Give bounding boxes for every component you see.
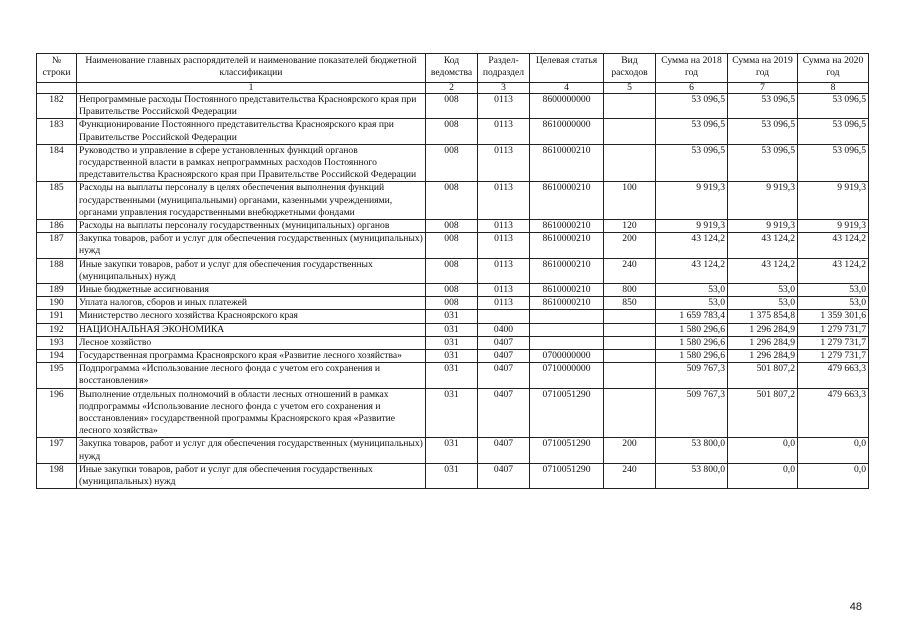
page-number: 48	[849, 601, 862, 613]
sum-2019: 53 096,5	[728, 144, 798, 182]
department-code: 031	[426, 463, 478, 488]
column-index: 3	[478, 83, 530, 94]
section-code: 0407	[478, 463, 530, 488]
row-number: 192	[37, 323, 77, 336]
target-article: 8610000000	[530, 119, 604, 144]
department-code: 008	[426, 182, 478, 220]
expense-type: 850	[604, 297, 656, 310]
section-code: 0113	[478, 297, 530, 310]
department-code: 031	[426, 323, 478, 336]
table-row	[37, 438, 869, 463]
sum-2020: 9 919,3	[798, 220, 869, 233]
row-name: Закупка товаров, работ и услуг для обеспечения государственных (муниципальных) нужд	[77, 233, 426, 258]
section-code: 0113	[478, 233, 530, 258]
sum-2020: 43 124,2	[798, 258, 869, 283]
row-name: Иные закупки товаров, работ и услуг для обеспечения государственных (муниципальных) нужд	[77, 463, 426, 488]
row-name: Расходы на выплаты персоналу в целях обеспечения выполнения функций государственными (муниципальными) органами, казенными учреждениями, органами управления государственными внебюджетными фондами	[77, 182, 426, 220]
sum-2020: 0,0	[798, 438, 869, 463]
sum-2018: 1 580 296,6	[656, 336, 728, 349]
sum-2018: 53 800,0	[656, 463, 728, 488]
table-row	[37, 119, 869, 144]
row-number: 198	[37, 463, 77, 488]
sum-2019: 1 296 284,9	[728, 323, 798, 336]
row-number: 186	[37, 220, 77, 233]
expense-type: 100	[604, 182, 656, 220]
sum-2019: 501 807,2	[728, 363, 798, 388]
target-article	[530, 310, 604, 323]
department-code: 008	[426, 119, 478, 144]
sum-2018: 53,0	[656, 297, 728, 310]
department-code: 031	[426, 388, 478, 438]
column-index-row	[37, 83, 869, 94]
table-row	[37, 284, 869, 297]
budget-table	[36, 53, 869, 489]
section-code: 0407	[478, 363, 530, 388]
target-article: 0710000000	[530, 363, 604, 388]
sum-2019: 43 124,2	[728, 233, 798, 258]
row-name: Функционирование Постоянного представительства Красноярского края при Правительстве Российской Федерации	[77, 119, 426, 144]
row-number: 195	[37, 363, 77, 388]
row-name: Закупка товаров, работ и услуг для обеспечения государственных (муниципальных) нужд	[77, 438, 426, 463]
header-expense-type: Вид расходов	[604, 54, 656, 83]
sum-2018: 53 096,5	[656, 144, 728, 182]
expense-type	[604, 94, 656, 119]
sum-2019: 1 296 284,9	[728, 336, 798, 349]
section-code: 0113	[478, 258, 530, 283]
sum-2018: 9 919,3	[656, 220, 728, 233]
table-row	[37, 94, 869, 119]
department-code: 008	[426, 233, 478, 258]
target-article: 8610000210	[530, 182, 604, 220]
sum-2020: 479 663,3	[798, 363, 869, 388]
row-name: Выполнение отдельных полномочий в области лесных отношений в рамках подпрограммы «Использование лесного фонда с учетом его сохранения и восстановления» государственной программы Красноярского края «Развитие лесного хозяйства»	[77, 388, 426, 438]
sum-2020: 53,0	[798, 297, 869, 310]
sum-2018: 53 096,5	[656, 94, 728, 119]
target-article: 8610000210	[530, 284, 604, 297]
row-name: Лесное хозяйство	[77, 336, 426, 349]
row-number: 183	[37, 119, 77, 144]
header-name: Наименование главных распорядителей и наименование показателей бюджетной классификации	[77, 54, 426, 83]
department-code: 008	[426, 144, 478, 182]
target-article: 0710051290	[530, 463, 604, 488]
row-name: Расходы на выплаты персоналу государственных (муниципальных) органов	[77, 220, 426, 233]
sum-2018: 43 124,2	[656, 233, 728, 258]
sum-2020: 1 279 731,7	[798, 336, 869, 349]
row-name: Непрограммные расходы Постоянного представительства Красноярского края при Правительстве Российской Федерации	[77, 94, 426, 119]
table-row	[37, 220, 869, 233]
sum-2019: 9 919,3	[728, 220, 798, 233]
row-number: 184	[37, 144, 77, 182]
section-code: 0113	[478, 220, 530, 233]
row-name: Подпрограмма «Использование лесного фонда с учетом его сохранения и восстановления»	[77, 363, 426, 388]
target-article: 0700000000	[530, 350, 604, 363]
sum-2018: 53 096,5	[656, 119, 728, 144]
section-code: 0407	[478, 336, 530, 349]
expense-type: 200	[604, 438, 656, 463]
expense-type: 240	[604, 463, 656, 488]
column-index: 6	[656, 83, 728, 94]
table-row	[37, 233, 869, 258]
column-index: 5	[604, 83, 656, 94]
expense-type	[604, 144, 656, 182]
section-code: 0407	[478, 438, 530, 463]
table-row	[37, 350, 869, 363]
sum-2020: 1 279 731,7	[798, 323, 869, 336]
expense-type: 120	[604, 220, 656, 233]
header-sum-2018: Сумма на 2018 год	[656, 54, 728, 83]
expense-type	[604, 323, 656, 336]
column-index	[37, 83, 77, 94]
row-name: Министерство лесного хозяйства Красноярского края	[77, 310, 426, 323]
table-row	[37, 258, 869, 283]
sum-2018: 1 580 296,6	[656, 323, 728, 336]
sum-2020: 53 096,5	[798, 144, 869, 182]
row-name: Уплата налогов, сборов и иных платежей	[77, 297, 426, 310]
row-number: 188	[37, 258, 77, 283]
sum-2019: 501 807,2	[728, 388, 798, 438]
sum-2019: 9 919,3	[728, 182, 798, 220]
table-row	[37, 388, 869, 438]
sum-2020: 0,0	[798, 463, 869, 488]
department-code: 031	[426, 350, 478, 363]
sum-2018: 1 580 296,6	[656, 350, 728, 363]
department-code: 008	[426, 297, 478, 310]
sum-2018: 53 800,0	[656, 438, 728, 463]
row-number: 182	[37, 94, 77, 119]
column-index: 1	[77, 83, 426, 94]
section-code: 0400	[478, 323, 530, 336]
header-row	[37, 54, 869, 83]
sum-2019: 53 096,5	[728, 94, 798, 119]
department-code: 031	[426, 438, 478, 463]
department-code: 031	[426, 363, 478, 388]
sum-2020: 479 663,3	[798, 388, 869, 438]
row-number: 187	[37, 233, 77, 258]
sum-2018: 509 767,3	[656, 363, 728, 388]
table-row	[37, 310, 869, 323]
section-code: 0113	[478, 94, 530, 119]
header-row-number: № строки	[37, 54, 77, 83]
row-number: 191	[37, 310, 77, 323]
expense-type	[604, 336, 656, 349]
department-code: 008	[426, 220, 478, 233]
row-number: 193	[37, 336, 77, 349]
department-code: 008	[426, 258, 478, 283]
expense-type	[604, 388, 656, 438]
department-code: 008	[426, 284, 478, 297]
column-index: 2	[426, 83, 478, 94]
header-target-article: Целевая статья	[530, 54, 604, 83]
column-index: 8	[798, 83, 869, 94]
row-name: НАЦИОНАЛЬНАЯ ЭКОНОМИКА	[77, 323, 426, 336]
section-code: 0407	[478, 388, 530, 438]
target-article	[530, 323, 604, 336]
sum-2020: 53 096,5	[798, 94, 869, 119]
row-number: 185	[37, 182, 77, 220]
section-code: 0113	[478, 182, 530, 220]
header-department-code: Код ведомства	[426, 54, 478, 83]
sum-2019: 53,0	[728, 297, 798, 310]
sum-2020: 53 096,5	[798, 119, 869, 144]
row-number: 196	[37, 388, 77, 438]
row-number: 194	[37, 350, 77, 363]
row-name: Иные закупки товаров, работ и услуг для обеспечения государственных (муниципальных) нужд	[77, 258, 426, 283]
sum-2020: 53,0	[798, 284, 869, 297]
header-sum-2019: Сумма на 2019 год	[728, 54, 798, 83]
header-section: Раздел-подраздел	[478, 54, 530, 83]
expense-type	[604, 119, 656, 144]
expense-type: 240	[604, 258, 656, 283]
sum-2018: 509 767,3	[656, 388, 728, 438]
table-row	[37, 182, 869, 220]
sum-2019: 53 096,5	[728, 119, 798, 144]
table-row	[37, 297, 869, 310]
table-row	[37, 463, 869, 488]
sum-2019: 0,0	[728, 438, 798, 463]
target-article: 8610000210	[530, 297, 604, 310]
expense-type	[604, 350, 656, 363]
section-code	[478, 310, 530, 323]
target-article: 8610000210	[530, 233, 604, 258]
section-code: 0113	[478, 144, 530, 182]
sum-2020: 9 919,3	[798, 182, 869, 220]
sum-2019: 53,0	[728, 284, 798, 297]
expense-type: 800	[604, 284, 656, 297]
sum-2018: 9 919,3	[656, 182, 728, 220]
section-code: 0113	[478, 119, 530, 144]
sum-2019: 43 124,2	[728, 258, 798, 283]
table-row	[37, 144, 869, 182]
row-name: Иные бюджетные ассигнования	[77, 284, 426, 297]
sum-2019: 1 375 854,8	[728, 310, 798, 323]
sum-2019: 0,0	[728, 463, 798, 488]
target-article	[530, 336, 604, 349]
target-article: 8610000210	[530, 220, 604, 233]
row-number: 197	[37, 438, 77, 463]
table-row	[37, 336, 869, 349]
header-sum-2020: Сумма на 2020 год	[798, 54, 869, 83]
target-article: 0710051290	[530, 438, 604, 463]
sum-2019: 1 296 284,9	[728, 350, 798, 363]
row-number: 189	[37, 284, 77, 297]
target-article: 8600000000	[530, 94, 604, 119]
row-name: Государственная программа Красноярского края «Развитие лесного хозяйства»	[77, 350, 426, 363]
sum-2020: 1 359 301,6	[798, 310, 869, 323]
expense-type	[604, 363, 656, 388]
sum-2018: 43 124,2	[656, 258, 728, 283]
sum-2018: 53,0	[656, 284, 728, 297]
sum-2018: 1 659 783,4	[656, 310, 728, 323]
target-article: 8610000210	[530, 144, 604, 182]
target-article: 8610000210	[530, 258, 604, 283]
column-index: 7	[728, 83, 798, 94]
sum-2020: 1 279 731,7	[798, 350, 869, 363]
target-article: 0710051290	[530, 388, 604, 438]
sum-2020: 43 124,2	[798, 233, 869, 258]
section-code: 0407	[478, 350, 530, 363]
expense-type: 200	[604, 233, 656, 258]
department-code: 008	[426, 94, 478, 119]
table-row	[37, 323, 869, 336]
table-row	[37, 363, 869, 388]
department-code: 031	[426, 336, 478, 349]
section-code: 0113	[478, 284, 530, 297]
row-name: Руководство и управление в сфере установленных функций органов государственной власти в рамках непрограммных расходов Постоянного представительства Красноярского края при Правительстве Российской Федерации	[77, 144, 426, 182]
row-number: 190	[37, 297, 77, 310]
department-code: 031	[426, 310, 478, 323]
expense-type	[604, 310, 656, 323]
column-index: 4	[530, 83, 604, 94]
